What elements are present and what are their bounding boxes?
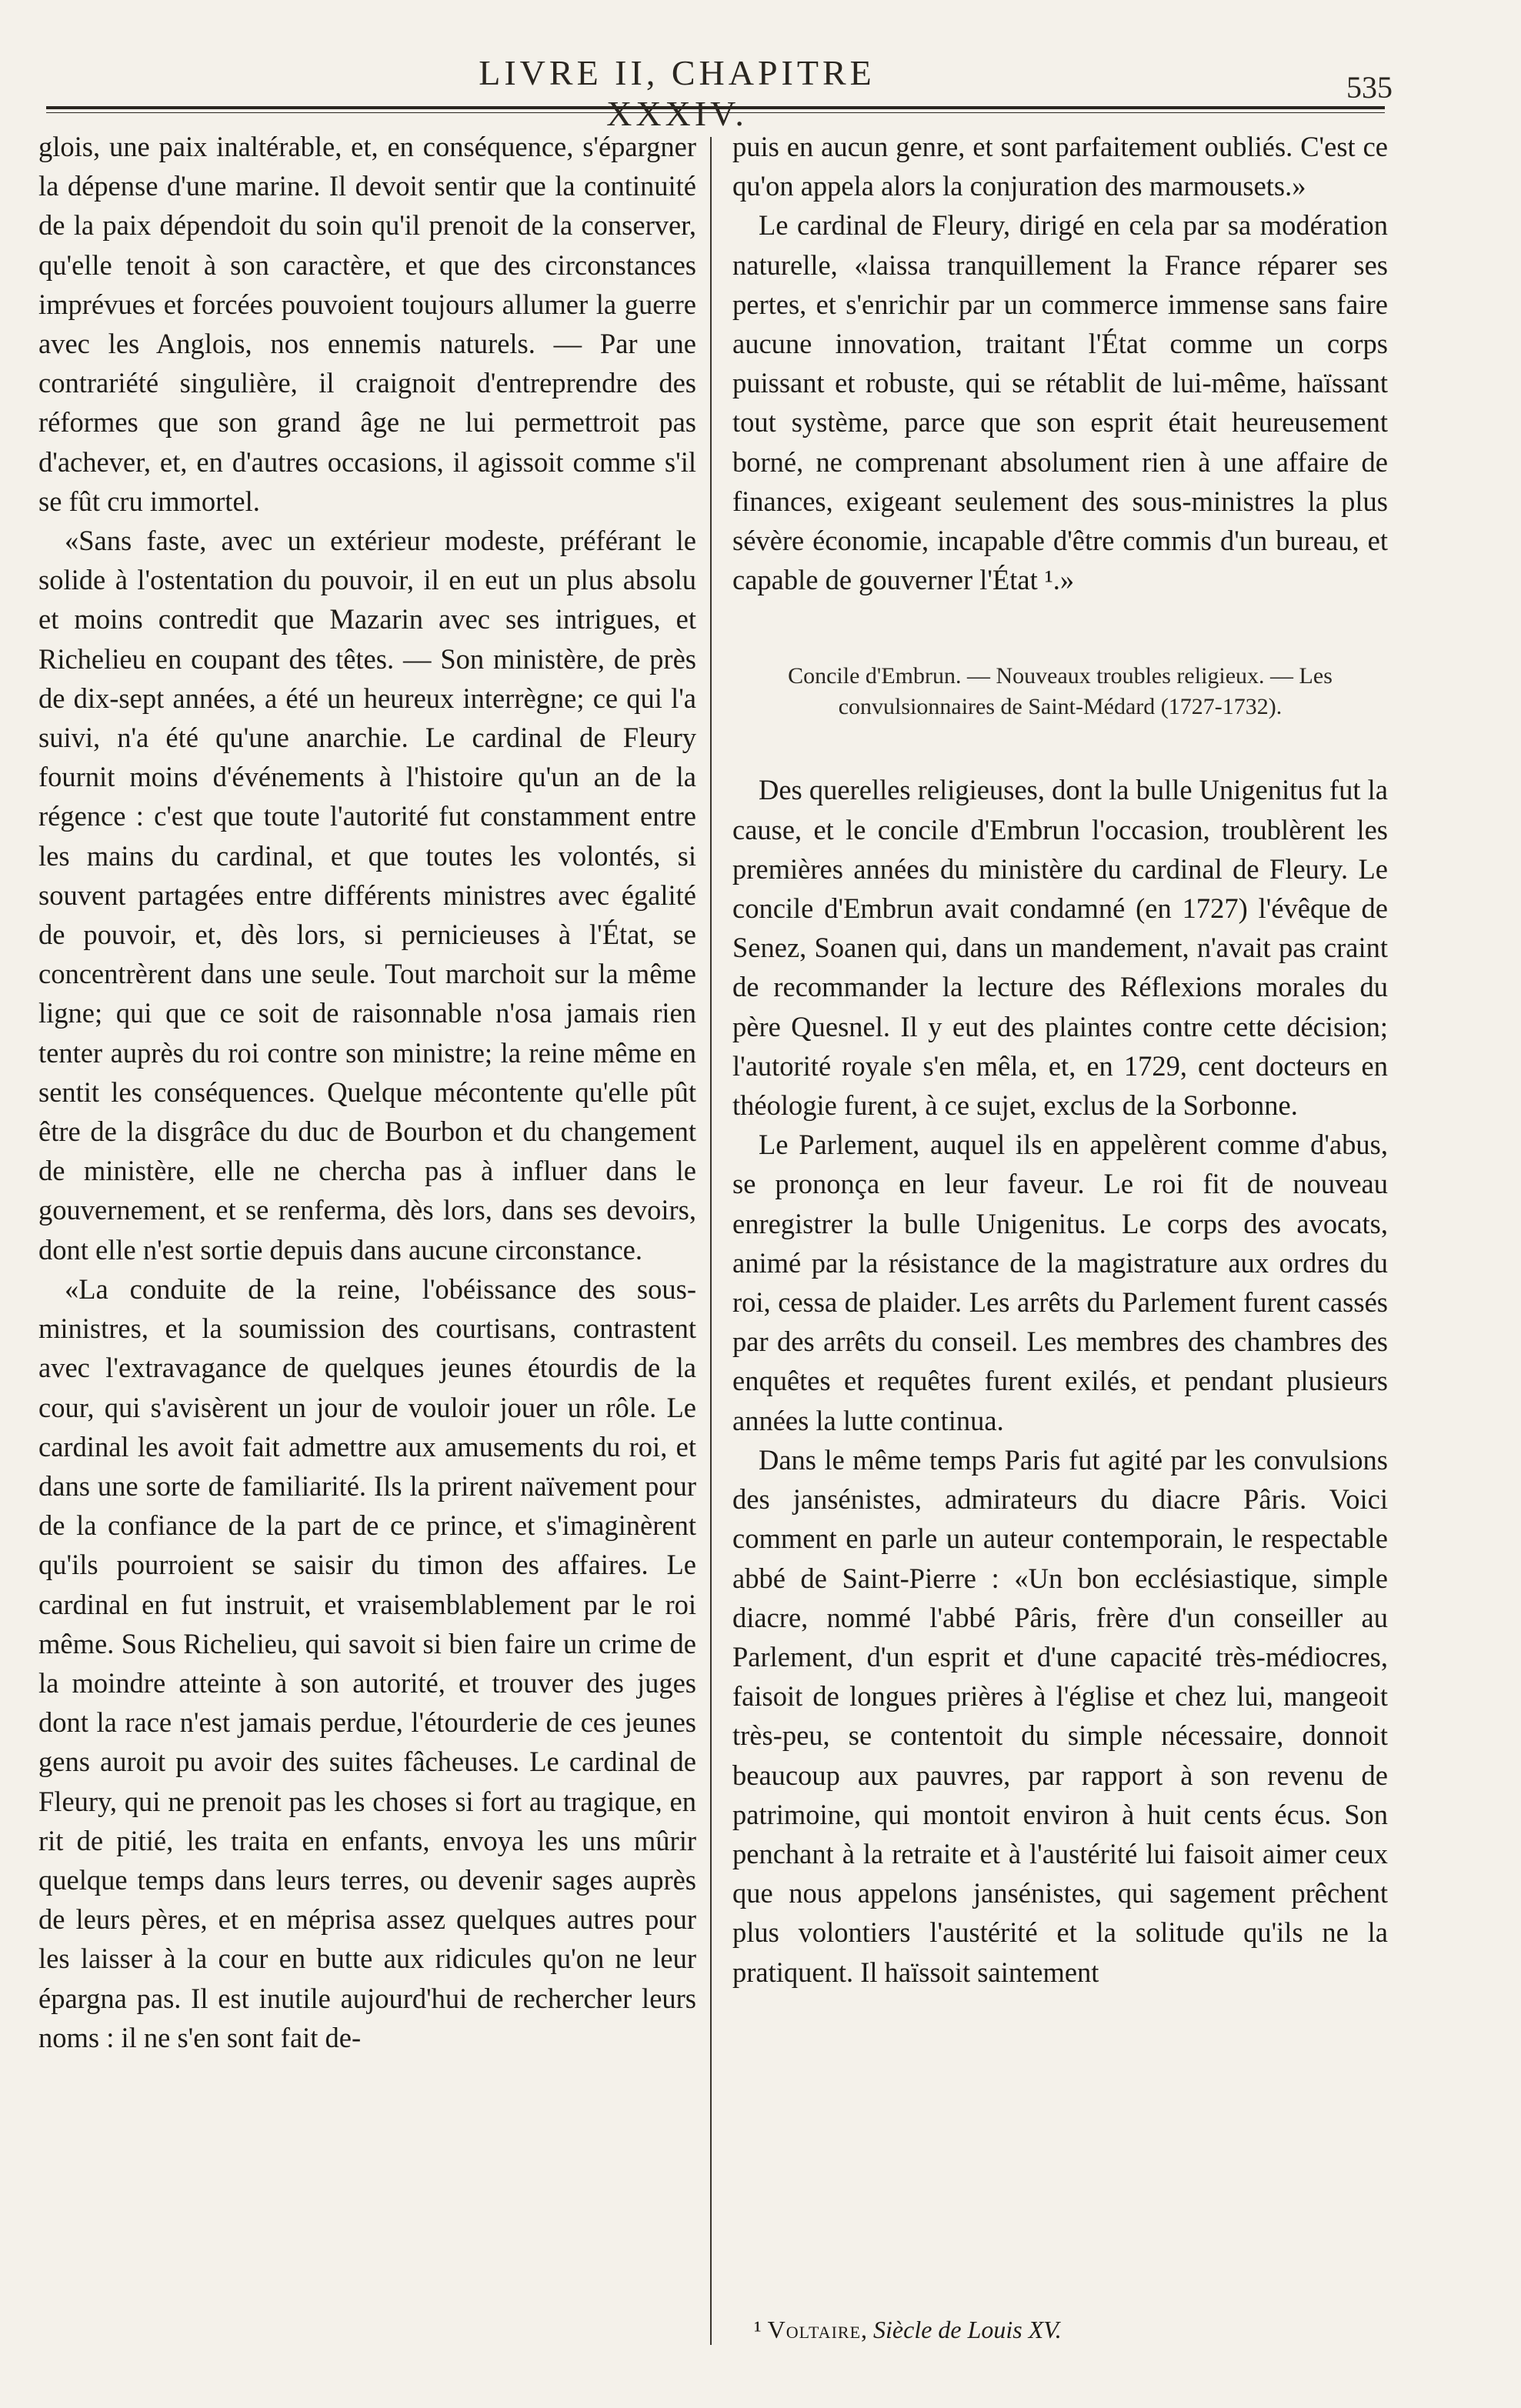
footnote-author: Voltaire — [767, 2316, 862, 2343]
column-divider — [710, 137, 712, 2345]
right-body-paragraph-1: Des querelles religieuses, dont la bulle Unigenitus fut la cause, et le concile d'Embrun l'occasion, troublèrent les premières années du ministère du cardinal de Fleury. Le concile d'Embrun avait condamné (en 1727) l'évêque de Senez, Soanen qui, dans un mandement, n'avait pas craint de recommander la lecture des Réflexions morales du père Quesnel. Il y eut des plaintes contre cette décision; l'autorité royale s'en mêla, et, en 1729, cent docteurs en théologie furent, à ce sujet, exclus de la Sorbonne. — [732, 774, 1389, 1122]
section-heading — [732, 661, 1388, 722]
right-column — [732, 127, 1388, 1992]
left-paragraph-3: «La conduite de la reine, l'obéissance des sous-ministres, et la soumission des courtisans, contrastent avec l'extravagance de quelques jeunes étourdis de la cour, qui s'avisèrent un jour de vouloir jouer un rôle. Le cardinal les avoit fait admettre aux amusements du roi, et dans une sorte de familiarité. Ils la prirent naïvement pour de la confiance de la part de ce prince, et s'imaginèrent qu'ils pourroient se saisir du timon des affaires. Le cardinal en fut instruit, et vraisemblablement par le roi même. Sous Richelieu, qui savoit si bien faire un crime de la moindre atteinte à son autorité, et trouver des juges dont la race n'est jamais perdue, l'étourderie de ces jeunes gens auroit pu avoir des suites fâcheuses. Le cardinal de Fleury, qui ne prenoit pas les choses si fort au tragique, en rit de pitié, les traita en enfants, envoya les uns mûrir quelque temps dans leurs terres, ou devenir sages auprès de leurs pères, et en méprisa assez quelques autres pour les laisser à la cour en butte aux ridicules qu'on ne leur épargna pas. Il est inutile aujourd'hui de rechercher leurs noms : il ne s'en sont fait de- — [38, 1272, 696, 2053]
footnote-marker: ¹ — [754, 2316, 762, 2343]
left-paragraph-2: «Sans faste, avec un extérieur modeste, préférant le solide à l'ostentation du pouvoir, il en eut un plus absolu et moins contredit que Mazarin avec ses intrigues, et Richelieu en coupant des têtes. — Son ministère, de près de dix-sept années, a été un heureux interrègne; ce qui l'a suivi, n'a été qu'une anarchie. Le cardinal de Fleury fournit moins d'événements à l'histoire qu'un an de la régence : c'est que toute l'autorité fut constamment entre les mains du cardinal, et que toutes les volontés, si souvent partagées entre différents ministres avec égalité de pouvoir, et, dès lors, si pernicieuses à l'État, se concentrèrent dans une seule. Tout marchoit sur la même ligne; qui que ce soit de raisonnable n'osa jamais rien tenter auprès du roi contre son ministre; la reine même en sentit les conséquences. Quelque mécontente qu'elle pût être de la disgrâce du duc de Bourbon et du changement de ministère, elle ne chercha pas à influer dans le gouvernement, et se renferma, dès lors, dans ses devoirs, dont elle n'est sortie depuis dans aucune circonstance. — [38, 525, 696, 1266]
footnote-work: Siècle de Louis XV. — [873, 2316, 1062, 2343]
left-column — [38, 127, 696, 2057]
header-rule-thin — [46, 112, 1385, 113]
right-body-paragraph-2: Le Parlement, auquel ils en appelèrent comme d'abus, se prononça en leur faveur. Le roi fit de nouveau enregistrer la bulle Unigenitus. Le corps des avocats, animé par la résistance de la magistrature aux ordres du roi, cessa de plaider. Les arrêts du Parlement furent cassés par des arrêts du conseil. Les membres des chambres des enquêtes et requêtes furent exilés, et pendant plusieurs années la lutte continua. — [732, 1129, 1388, 1436]
section-heading-line-1: Concile d'Embrun. — Nouveaux troubles religieux. — Les — [788, 663, 1333, 689]
right-body-paragraph-3: Dans le même temps Paris fut agité par les convulsions des jansénistes, admirateurs du diacre Pâris. Voici comment en parle un auteur contemporain, le respectable abbé de Saint-Pierre : «Un bon ecclésiastique, simple diacre, nommé l'abbé Pâris, frère d'un conseiller au Parlement, d'un esprit et d'une capacité très-médiocres, faisoit de longues prières à l'église et chez lui, mangeoit très-peu, se contentoit du simple nécessaire, donnoit beaucoup aux pauvres, par rapport à son revenu de patrimoine, qui montoit environ à huit cents écus. Son penchant à la retraite et à l'austérité lui faisoit aimer ceux que nous appelons jansénistes, qui sagement prêchent plus volontiers l'austérité et la solitude qu'ils ne la pratiquent. Il haïssoit saintement — [732, 1443, 1388, 1988]
page-header — [46, 52, 1393, 133]
section-heading-line-2: convulsionnaires de Saint-Médard (1727-1732). — [838, 694, 1283, 720]
left-paragraph-1: glois, une paix inaltérable, et, en conséquence, s'épargner la dépense d'une marine. Il devoit sentir que la continuité de la paix dépendoit du soin qu'il prenoit de la conserver, qu'elle tenoit à son caractère, et que des circonstances imprévues et forcées pouvoient toujours allumer la guerre avec les Anglois, nos ennemis naturels. — Par une contrariété singulière, il craignoit d'entreprendre des réformes que son grand âge ne lui permettroit pas d'achever, et, en d'autres occasions, il agissoit comme s'il se fût cru immortel. — [38, 131, 696, 517]
page-number: 535 — [1346, 70, 1393, 105]
footnote: ¹ Voltaire, Siècle de Louis XV. — [754, 2316, 1062, 2343]
right-intro-paragraph-2: Le cardinal de Fleury, dirigé en cela par sa modération naturelle, «laissa tranquillement la France réparer ses pertes, et s'enrichir par un commerce immense sans faire aucune innovation, traitant l'État comme un corps puissant et robuste, qui se rétablit de lui-même, haïssant tout système, parce que son esprit était heureusement borné, ne comprenant absolument rien à une affaire de finances, exigeant seulement des sous-ministres la plus sévère économie, incapable d'être commis d'un bureau, et capable de gouverner l'État ¹.» — [732, 209, 1388, 596]
running-title: LIVRE II, CHAPITRE XXXIV. — [479, 53, 876, 133]
header-rule — [46, 106, 1385, 109]
right-intro-paragraph-1: puis en aucun genre, et sont parfaitement oubliés. C'est ce qu'on appela alors la conjuration des marmousets.» — [732, 131, 1388, 202]
